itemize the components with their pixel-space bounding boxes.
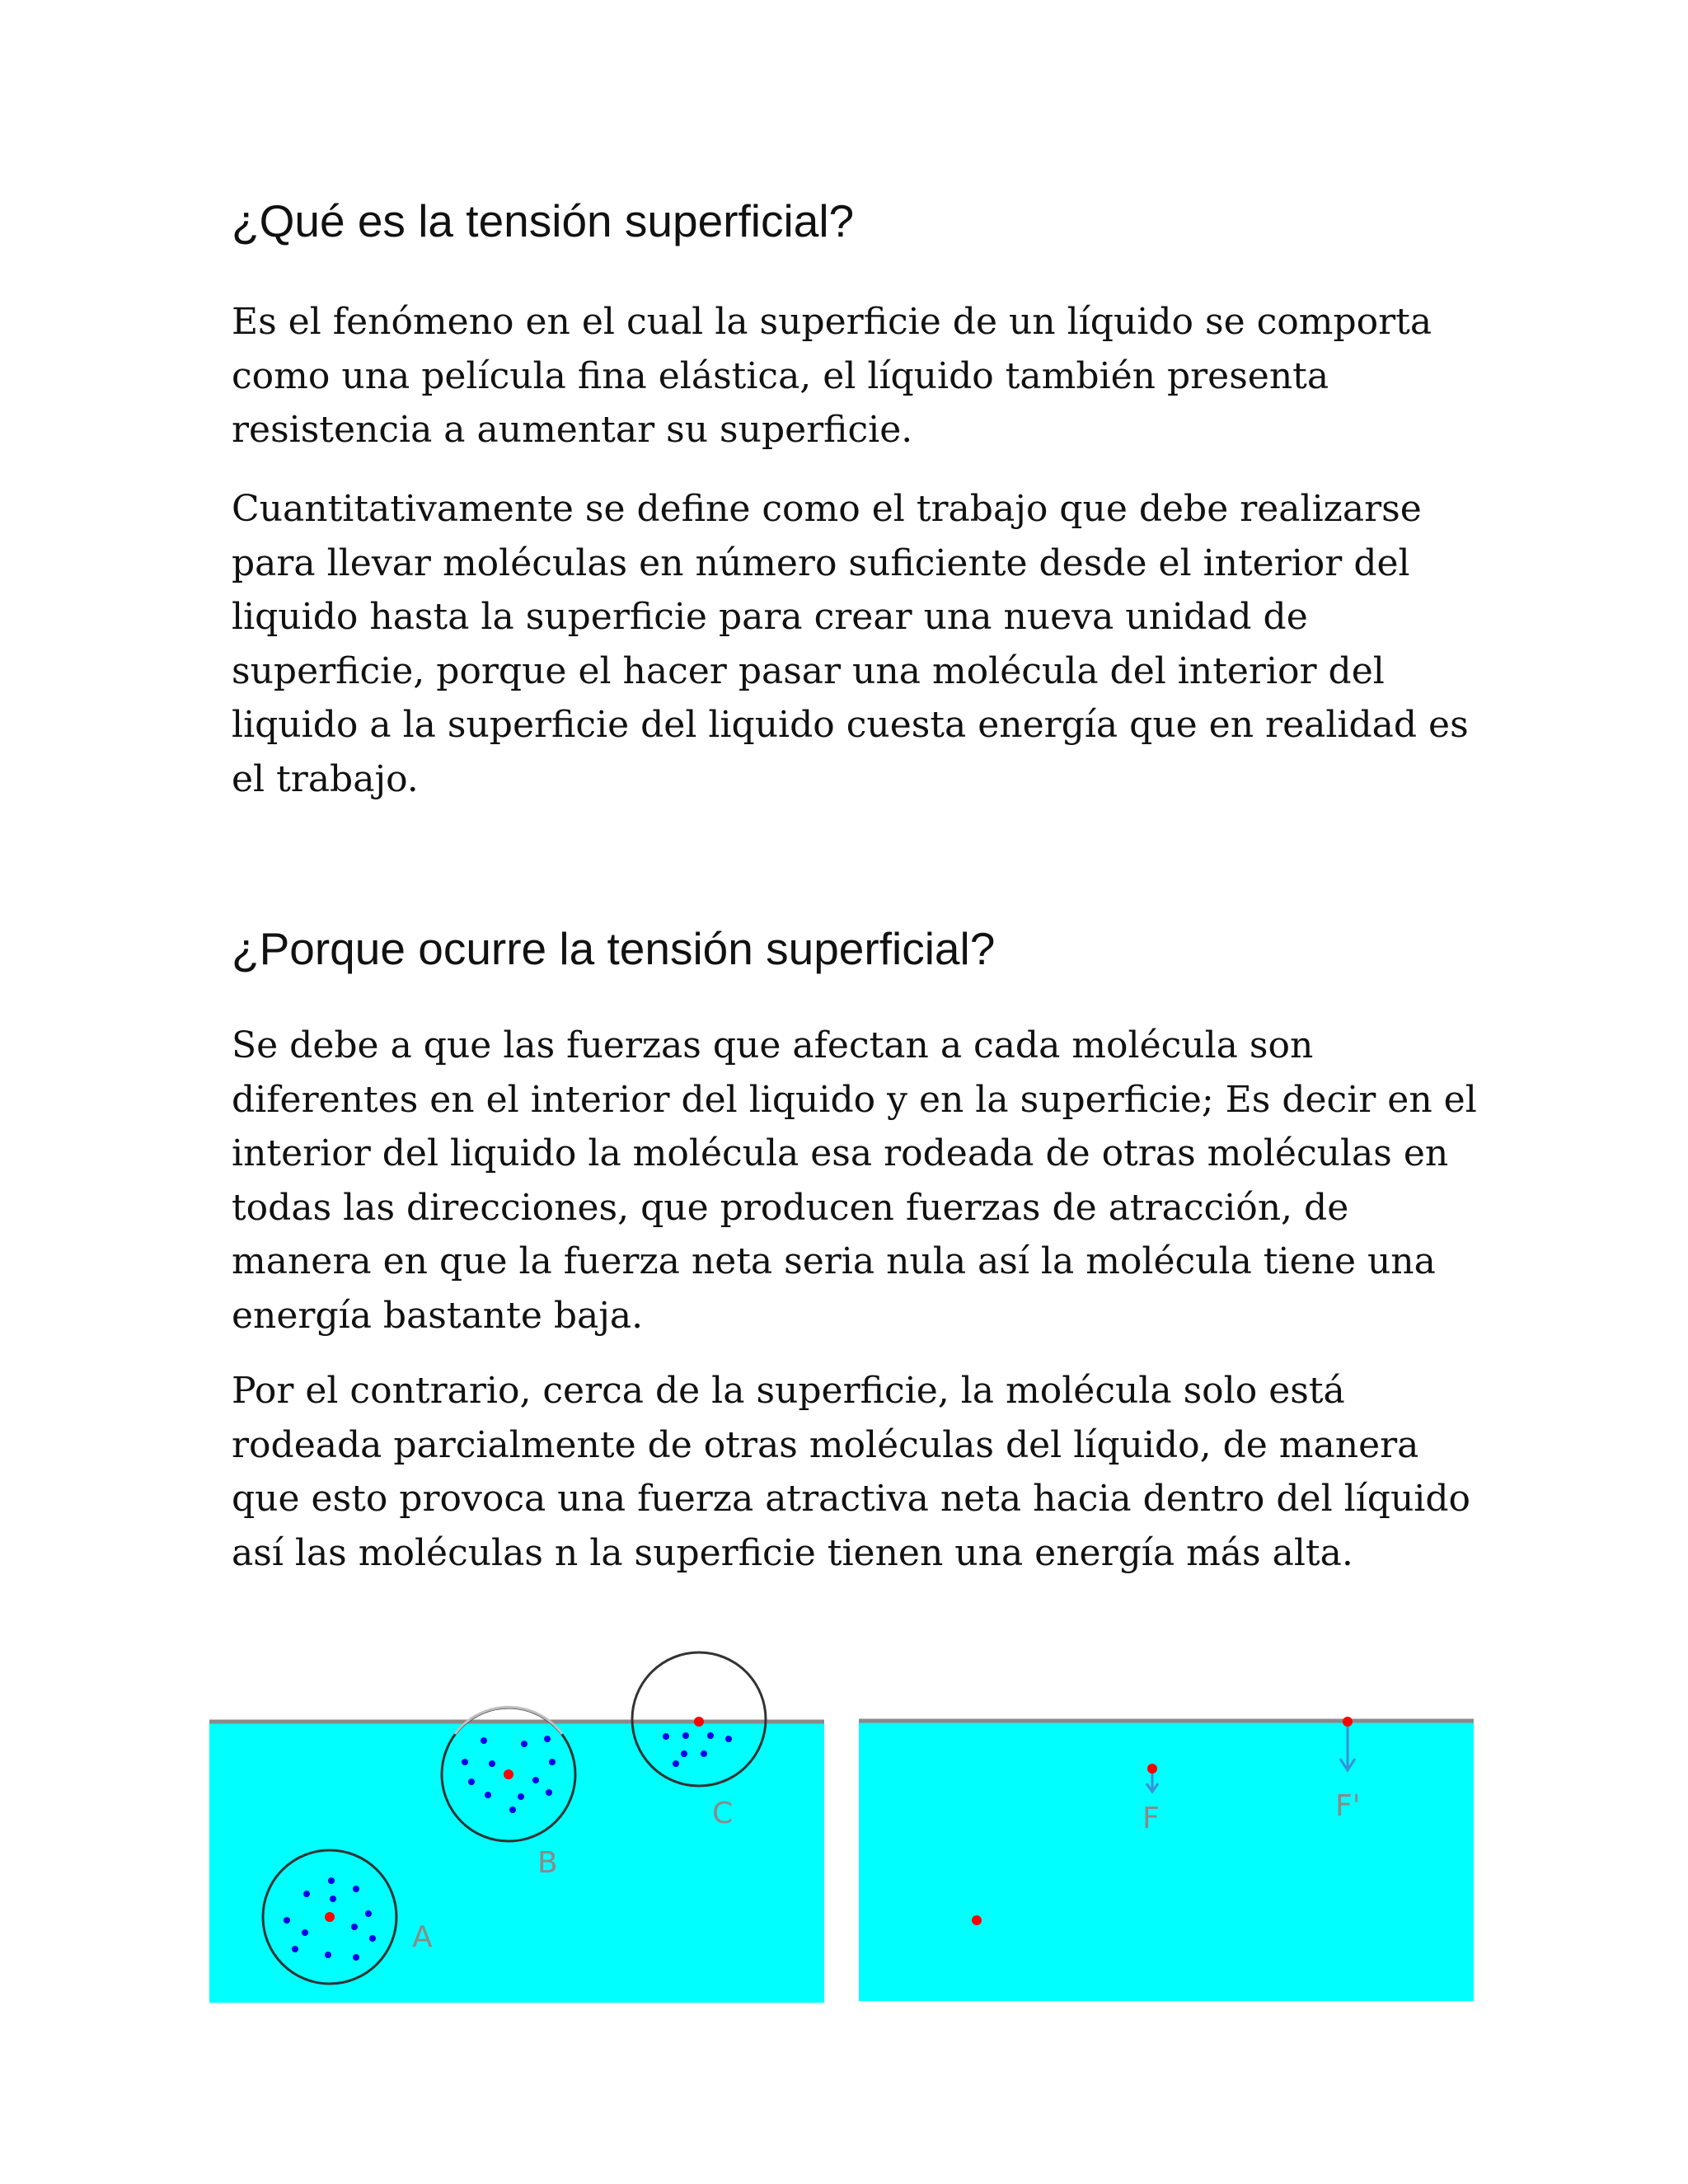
text-line: manera en que la fuerza neta seria nula así la molécula tiene una: [232, 1240, 1436, 1282]
liquid-region: [859, 1722, 1474, 2001]
label-c: C: [712, 1797, 734, 1830]
figure-molecules-abc: [208, 1648, 826, 2011]
text-line: diferentes en el interior del liquido y en la superficie; Es decir en el: [232, 1078, 1477, 1121]
figure-forces: [857, 1648, 1475, 2011]
text-line: como una película fina elástica, el líquido también presenta: [232, 354, 1329, 397]
label-f-prime: F': [1335, 1789, 1361, 1823]
text-line: todas las direcciones, que producen fuerzas de atracción, de: [232, 1186, 1349, 1229]
molecule-center-b: [504, 1769, 513, 1779]
text-line: interior del liquido la molécula esa rodeada de otras moléculas en: [232, 1132, 1449, 1174]
molecule-center-c: [694, 1717, 704, 1727]
text-line: Se debe a que las fuerzas que afectan a cada molécula son: [232, 1024, 1314, 1066]
paragraph-forces-interior: [232, 1019, 1477, 1343]
paragraph-quantitative: [232, 482, 1468, 806]
text-line: Es el fenómeno en el cual la superficie de un líquido se comporta: [232, 301, 1432, 343]
text-line: Por el contrario, cerca de la superficie, la molécula solo está: [232, 1370, 1345, 1412]
text-line: que esto provoca una fuerza atractiva neta hacia dentro del líquido: [232, 1478, 1471, 1520]
text-line: liquido hasta la superficie para crear una nueva unidad de: [232, 596, 1308, 638]
paragraph-forces-surface: [232, 1364, 1471, 1580]
text-line: así las moléculas n la superficie tienen una energía más alta.: [232, 1531, 1353, 1574]
label-b: B: [537, 1846, 558, 1880]
liquid-region: [209, 1722, 824, 2003]
molecule-center-a: [325, 1912, 335, 1922]
molecule-interior-deep: [972, 1915, 982, 1925]
text-line: rodeada parcialmente de otras moléculas del líquido, de manera: [232, 1423, 1419, 1466]
text-line: resistencia a aumentar su superficie.: [232, 409, 913, 451]
text-line: el trabajo.: [232, 757, 419, 800]
text-line: liquido a la superficie del liquido cuesta energía que en realidad es: [232, 704, 1469, 746]
text-line: para llevar moléculas en número suficiente desde el interior del: [232, 541, 1410, 584]
text-line: energía bastante baja.: [232, 1294, 644, 1337]
molecule-near-surface-dot: [1147, 1764, 1157, 1774]
molecule-surface-dot: [1343, 1717, 1353, 1727]
text-line: Cuantitativamente se define como el trabajo que debe realizarse: [232, 488, 1422, 530]
molecule-interior: [972, 1915, 982, 1925]
section-heading-que-es: ¿Qué es la tensión superficial?: [232, 195, 855, 246]
section-heading-porque-ocurre: ¿Porque ocurre la tensión superficial?: [232, 923, 996, 974]
label-f: F: [1142, 1802, 1160, 1835]
label-a: A: [412, 1920, 433, 1954]
paragraph-definition: [232, 295, 1468, 457]
text-line: superficie, porque el hacer pasar una molécula del interior del: [232, 649, 1385, 692]
